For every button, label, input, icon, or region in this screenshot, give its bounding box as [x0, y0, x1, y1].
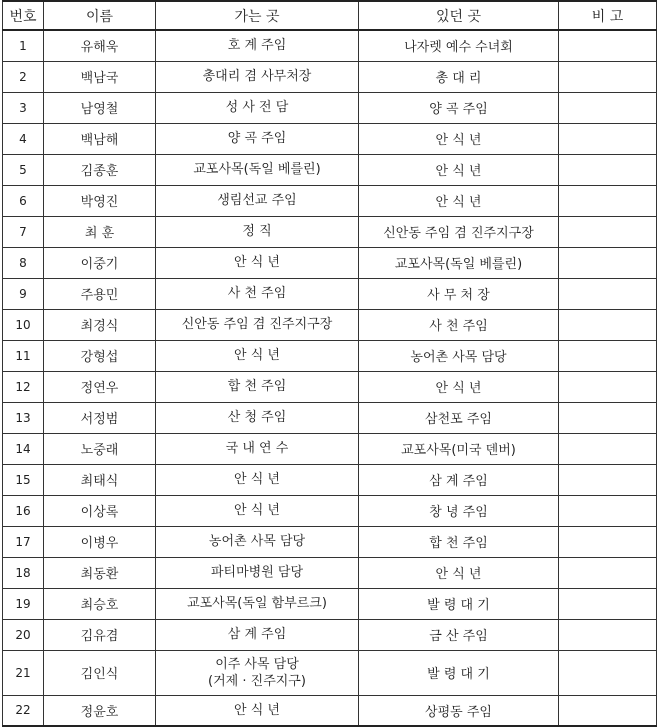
cell-no: 17 — [3, 526, 44, 557]
cell-destination — [156, 402, 359, 433]
header-destination: 가는 곳 — [156, 1, 359, 30]
cell-destination — [156, 588, 359, 619]
cell-destination — [156, 526, 359, 557]
table-row — [3, 619, 657, 650]
cell-previous: 상평동 주임 — [359, 695, 559, 726]
transfer-table — [2, 0, 657, 727]
cell-name: 백남해 — [44, 123, 156, 154]
table-row — [3, 61, 657, 92]
cell-name: 서정범 — [44, 402, 156, 433]
cell-destination — [156, 278, 359, 309]
destination-line: 국 내 연 수 — [225, 441, 289, 456]
cell-no: 8 — [3, 247, 44, 278]
destination-line: 성 사 전 담 — [225, 100, 289, 115]
cell-destination — [156, 695, 359, 726]
cell-note — [559, 650, 657, 695]
table-row — [3, 495, 657, 526]
cell-destination — [156, 371, 359, 402]
cell-name: 주용민 — [44, 278, 156, 309]
cell-previous: 창 녕 주임 — [359, 495, 559, 526]
cell-previous: 교포사목(독일 베를린) — [359, 247, 559, 278]
cell-previous: 사 무 처 장 — [359, 278, 559, 309]
destination-line: 파티마병원 담당 — [210, 565, 304, 580]
cell-previous: 신안동 주임 겸 진주지구장 — [359, 216, 559, 247]
destination-line: 안 식 년 — [234, 255, 280, 270]
cell-previous: 합 천 주임 — [359, 526, 559, 557]
table-row — [3, 526, 657, 557]
cell-note — [559, 619, 657, 650]
table-row — [3, 30, 657, 61]
destination-line: 이주 사목 담당 — [215, 656, 299, 672]
header-no: 번호 — [3, 1, 44, 30]
cell-destination — [156, 61, 359, 92]
destination-line: 사 천 주임 — [227, 286, 287, 301]
cell-no: 1 — [3, 30, 44, 61]
cell-destination — [156, 154, 359, 185]
cell-note — [559, 185, 657, 216]
cell-previous: 안 식 년 — [359, 123, 559, 154]
cell-previous: 금 산 주임 — [359, 619, 559, 650]
table-row — [3, 309, 657, 340]
cell-previous: 사 천 주임 — [359, 309, 559, 340]
destination-line: 생림선교 주임 — [217, 193, 297, 208]
cell-note — [559, 123, 657, 154]
destination-line: 안 식 년 — [234, 348, 280, 363]
cell-name: 최경식 — [44, 309, 156, 340]
destination-line: 교포사목(독일 함부르크) — [187, 596, 327, 611]
table-row — [3, 278, 657, 309]
cell-note — [559, 402, 657, 433]
table-row — [3, 695, 657, 726]
header-note: 비 고 — [559, 1, 657, 30]
destination-line: 합 천 주임 — [227, 379, 287, 394]
cell-name: 박영진 — [44, 185, 156, 216]
table-row — [3, 557, 657, 588]
cell-name: 최동환 — [44, 557, 156, 588]
cell-previous: 양 곡 주임 — [359, 92, 559, 123]
destination-line: 안 식 년 — [234, 503, 280, 518]
cell-no: 13 — [3, 402, 44, 433]
cell-no: 2 — [3, 61, 44, 92]
cell-previous: 발 령 대 기 — [359, 588, 559, 619]
table-row — [3, 340, 657, 371]
cell-note — [559, 309, 657, 340]
cell-no: 3 — [3, 92, 44, 123]
destination-line: 삼 계 주임 — [227, 627, 287, 642]
cell-no: 14 — [3, 433, 44, 464]
cell-no: 7 — [3, 216, 44, 247]
cell-note — [559, 526, 657, 557]
destination-line: 양 곡 주임 — [227, 131, 287, 146]
destination-line: 교포사목(독일 베를린) — [193, 162, 321, 177]
cell-note — [559, 695, 657, 726]
cell-note — [559, 61, 657, 92]
cell-previous: 안 식 년 — [359, 557, 559, 588]
destination-line: 호 계 주임 — [227, 38, 287, 54]
cell-no: 16 — [3, 495, 44, 526]
transfer-list-sheet — [2, 0, 656, 727]
cell-name: 정연우 — [44, 371, 156, 402]
table-row — [3, 92, 657, 123]
table-row — [3, 185, 657, 216]
cell-name: 김종훈 — [44, 154, 156, 185]
cell-destination — [156, 433, 359, 464]
destination-line: 안 식 년 — [234, 472, 280, 487]
cell-previous: 삼천포 주임 — [359, 402, 559, 433]
cell-destination — [156, 216, 359, 247]
cell-note — [559, 247, 657, 278]
cell-name: 유해욱 — [44, 30, 156, 61]
cell-destination — [156, 247, 359, 278]
cell-no: 15 — [3, 464, 44, 495]
cell-note — [559, 588, 657, 619]
cell-destination — [156, 464, 359, 495]
cell-note — [559, 433, 657, 464]
cell-previous: 나자렛 예수 수녀회 — [359, 30, 559, 61]
header-row — [3, 1, 657, 30]
destination-line: 정 직 — [242, 224, 272, 239]
cell-note — [559, 495, 657, 526]
cell-previous: 안 식 년 — [359, 154, 559, 185]
table-row — [3, 402, 657, 433]
cell-note — [559, 464, 657, 495]
cell-previous: 교포사목(미국 덴버) — [359, 433, 559, 464]
cell-destination — [156, 650, 359, 695]
table-row — [3, 216, 657, 247]
destination-line: (거제 · 진주지구) — [208, 673, 306, 689]
destination-line: 신안동 주임 겸 진주지구장 — [181, 317, 333, 332]
destination-line: 안 식 년 — [234, 702, 280, 718]
destination-line: 농어촌 사목 담당 — [208, 534, 306, 549]
cell-no: 10 — [3, 309, 44, 340]
table-row — [3, 588, 657, 619]
destination-line: 총대리 겸 사무처장 — [202, 69, 312, 84]
cell-name: 노중래 — [44, 433, 156, 464]
cell-no: 21 — [3, 650, 44, 695]
cell-no: 4 — [3, 123, 44, 154]
cell-name: 최 훈 — [44, 216, 156, 247]
cell-name: 백남국 — [44, 61, 156, 92]
cell-destination — [156, 619, 359, 650]
cell-previous: 발 령 대 기 — [359, 650, 559, 695]
cell-no: 6 — [3, 185, 44, 216]
cell-destination — [156, 309, 359, 340]
cell-note — [559, 154, 657, 185]
cell-previous: 안 식 년 — [359, 185, 559, 216]
table-row — [3, 650, 657, 695]
cell-previous: 안 식 년 — [359, 371, 559, 402]
cell-destination — [156, 30, 359, 61]
table-row — [3, 464, 657, 495]
cell-name: 이병우 — [44, 526, 156, 557]
table-row — [3, 123, 657, 154]
cell-no: 11 — [3, 340, 44, 371]
cell-note — [559, 557, 657, 588]
cell-no: 5 — [3, 154, 44, 185]
cell-no: 22 — [3, 695, 44, 726]
cell-destination — [156, 495, 359, 526]
cell-name: 최태식 — [44, 464, 156, 495]
cell-previous: 총 대 리 — [359, 61, 559, 92]
table-row — [3, 433, 657, 464]
cell-note — [559, 92, 657, 123]
destination-line: 산 청 주임 — [227, 410, 287, 425]
cell-no: 19 — [3, 588, 44, 619]
cell-destination — [156, 557, 359, 588]
cell-note — [559, 278, 657, 309]
cell-name: 강형섭 — [44, 340, 156, 371]
cell-name: 이중기 — [44, 247, 156, 278]
cell-note — [559, 30, 657, 61]
table-row — [3, 154, 657, 185]
cell-note — [559, 340, 657, 371]
cell-name: 정윤호 — [44, 695, 156, 726]
cell-note — [559, 216, 657, 247]
cell-name: 김인식 — [44, 650, 156, 695]
cell-destination — [156, 123, 359, 154]
cell-no: 12 — [3, 371, 44, 402]
header-name: 이름 — [44, 1, 156, 30]
cell-no: 20 — [3, 619, 44, 650]
table-header — [3, 1, 657, 30]
header-previous: 있던 곳 — [359, 1, 559, 30]
cell-destination — [156, 185, 359, 216]
cell-name: 남영철 — [44, 92, 156, 123]
table-row — [3, 371, 657, 402]
cell-destination — [156, 340, 359, 371]
cell-name: 최승호 — [44, 588, 156, 619]
cell-destination — [156, 92, 359, 123]
cell-no: 18 — [3, 557, 44, 588]
cell-name: 이상록 — [44, 495, 156, 526]
cell-name: 김유겸 — [44, 619, 156, 650]
cell-no: 9 — [3, 278, 44, 309]
table-row — [3, 247, 657, 278]
cell-previous: 농어촌 사목 담당 — [359, 340, 559, 371]
cell-previous: 삼 계 주임 — [359, 464, 559, 495]
cell-note — [559, 371, 657, 402]
table-body — [3, 30, 657, 726]
